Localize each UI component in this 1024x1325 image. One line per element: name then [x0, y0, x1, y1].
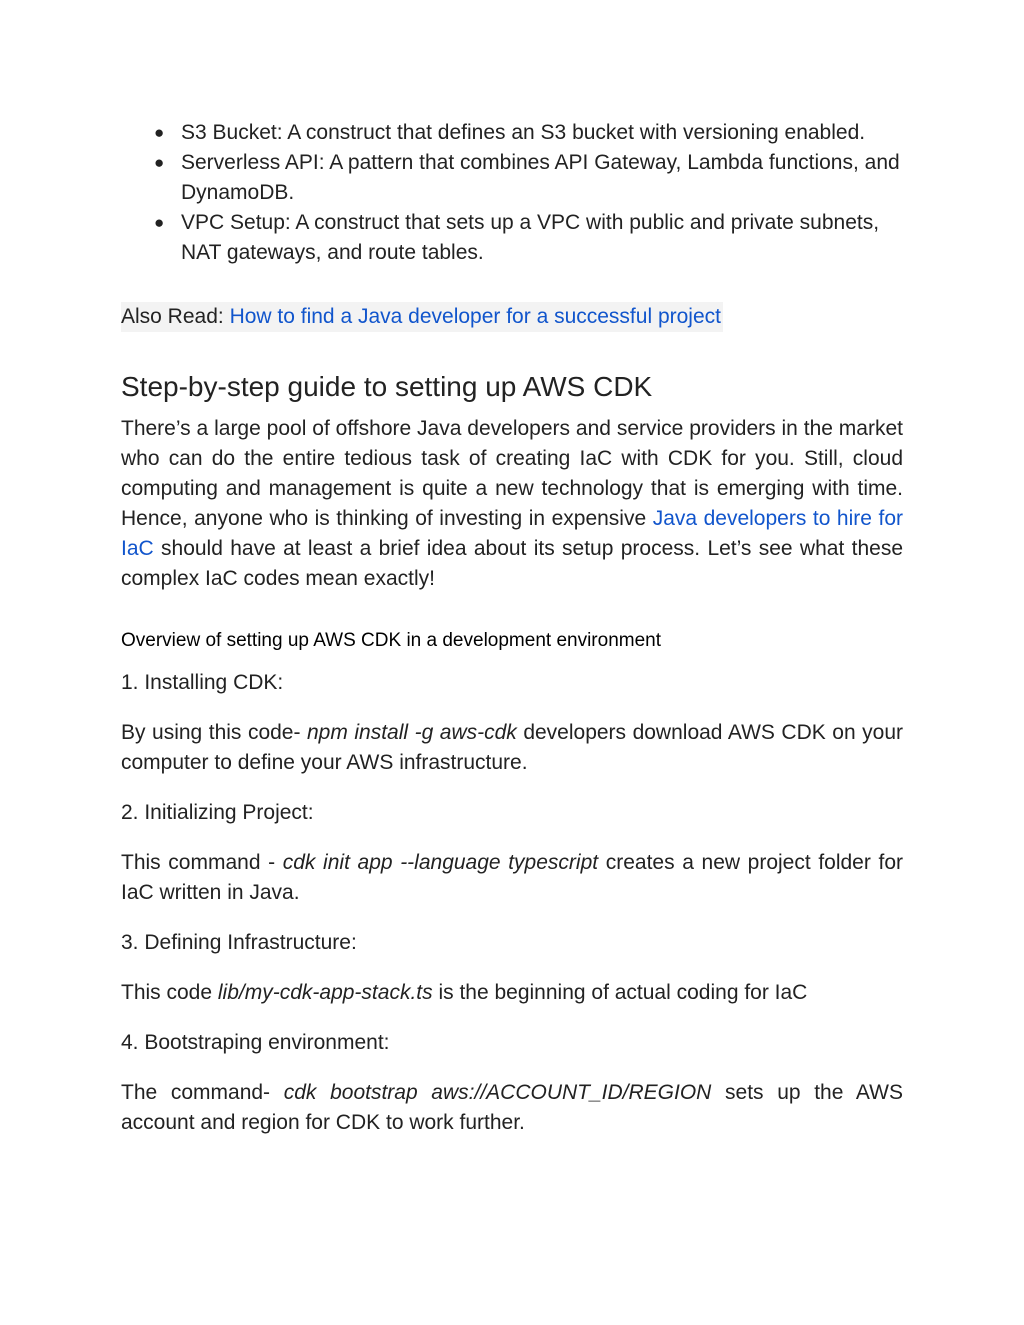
step-text: creates a new project folder for IaC written in Java. [121, 851, 903, 904]
step-title: 3. Defining Infrastructure: [121, 931, 357, 954]
intro-paragraph [121, 414, 903, 594]
intro-text-start: There’s a large pool of offshore Java developers and service providers in the market who can do the entire tedious task of creating IaC with CDK for you. Still, cloud computing and management is quite a new technology that is emerging with time. Hence, anyone who is thinking of investing in expensive [121, 417, 903, 530]
step-text: This code [121, 981, 218, 1004]
step-text: developers download AWS CDK on your computer to define your AWS infrastructure. [121, 721, 903, 774]
step-title: 4. Bootstraping environment: [121, 1031, 390, 1054]
step-code: npm install -g aws-cdk [307, 721, 517, 744]
step-description [121, 1078, 903, 1138]
bullet-item [154, 208, 903, 268]
step-text: is the beginning of actual coding for IaC [432, 981, 808, 1004]
bullet-item [154, 148, 903, 208]
step-code: cdk init app --language typescript [282, 851, 599, 874]
step-text: sets up the AWS account and region for CDK to work further. [121, 1081, 903, 1134]
bullet-icon: ● [154, 123, 165, 142]
intro-text-end: should have at least a brief idea about its setup process. Let’s see what these complex IaC codes mean exactly! [121, 537, 903, 590]
step-description [121, 978, 903, 1008]
subheading: Overview of setting up AWS CDK in a development environment [121, 630, 661, 651]
bullet-item [154, 118, 903, 148]
step-title: 1. Installing CDK: [121, 671, 284, 694]
also-read-label: Also Read: [121, 305, 230, 328]
bullet-text: Serverless API: A pattern that combines API Gateway, Lambda functions, and DynamoDB. [181, 151, 900, 204]
step-text: By using this code- [121, 721, 307, 744]
step-description [121, 718, 903, 778]
section-heading: Step-by-step guide to setting up AWS CDK [121, 371, 653, 402]
also-read-line [121, 302, 723, 332]
step-text: The command- [121, 1081, 284, 1104]
bullet-text: S3 Bucket: A construct that defines an S3 bucket with versioning enabled. [181, 121, 866, 144]
step-code: cdk bootstrap aws://ACCOUNT_ID/REGION [283, 1081, 712, 1104]
bullet-icon: ● [154, 153, 165, 172]
step-title: 2. Initializing Project: [121, 801, 314, 824]
bullet-text: VPC Setup: A construct that sets up a VPC with public and private subnets, NAT gateways, and route tables. [181, 211, 880, 264]
hire-java-developers-link[interactable]: Java developers to hire for IaC [121, 507, 904, 560]
step-description [121, 848, 903, 908]
also-read-link[interactable]: How to find a Java developer for a successful project [229, 305, 721, 328]
bullet-icon: ● [154, 213, 165, 232]
construct-bullet-list [121, 118, 903, 268]
step-text: This command - [121, 851, 283, 874]
step-code: lib/my-cdk-app-stack.ts [217, 981, 433, 1004]
document-page [121, 118, 903, 1138]
